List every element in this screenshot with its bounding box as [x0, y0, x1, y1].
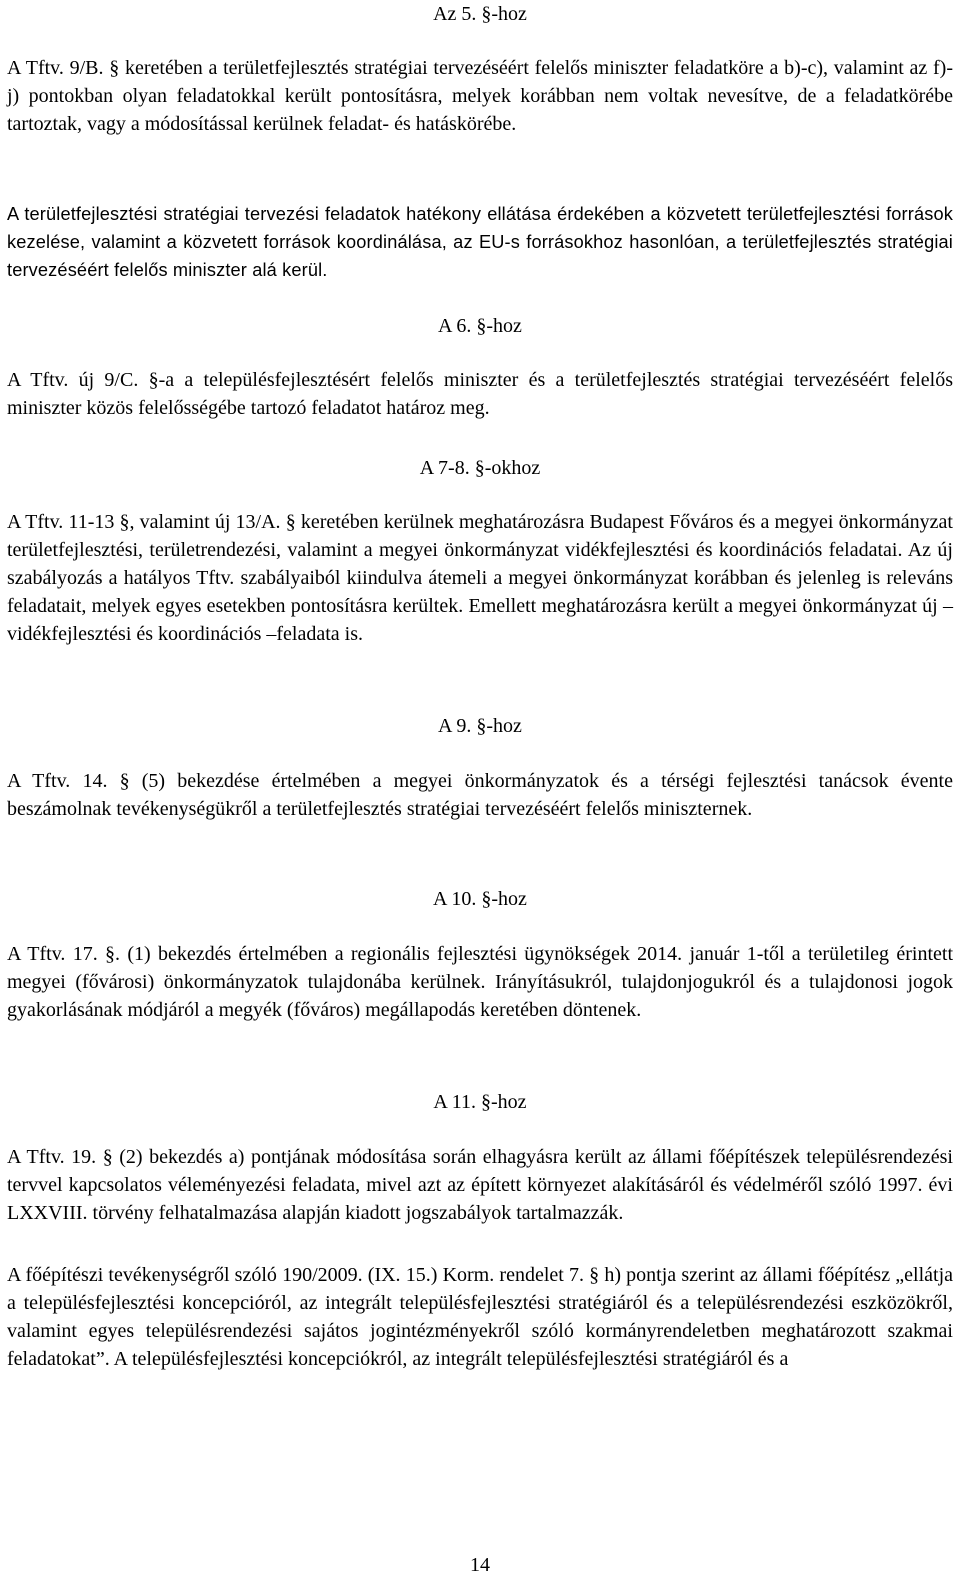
section-heading-10: A 10. §-hoz — [433, 888, 527, 910]
paragraph-tftv-11-13: A Tftv. 11-13 §, valamint új 13/A. § keretében kerülnek meghatározásra Budapest Főváros és a megyei önkormányzat területfejlesztési, területrendezési, valamint a megyei önkormányzat vidékfejlesztési és koordinációs feladatai. Az új szabályozás a hatályos Tftv. szabályaiból kiindulva átemeli a megyei önkormányzat korábban és jelenleg is releváns feladatait, melyek egyes esetekben pontosításra kerültek. Emellett meghatározásra került a megyei önkormányzat új – vidékfejlesztési és koordinációs –feladata is. — [7, 511, 953, 645]
paragraph-tftv-19: A Tftv. 19. § (2) bekezdés a) pontjának módosítása során elhagyásra került az állami főépítészek településrendezési tervvel kapcsolatos véleményezési feladata, mivel azt az épített környezet alakításáról és védelméről szóló 1997. évi LXXVIII. törvény felhatalmazása alapján kiadott jogszabályok tartalmazzák. — [7, 1146, 953, 1224]
section-heading-7-8: A 7-8. §-okhoz — [419, 457, 541, 479]
paragraph-tftv-14: A Tftv. 14. § (5) bekezdése értelmében a megyei önkormányzatok és a térségi fejlesztési tanácsok évente beszámolnak tevékenységükről a területfejlesztés stratégiai tervezéséért felelős miniszternek. — [7, 770, 953, 820]
section-heading-5: Az 5. §-hoz — [433, 3, 527, 25]
paragraph-tftv-9b: A Tftv. 9/B. § keretében a területfejlesztés stratégiai tervezéséért felelős miniszter feladatköre a b)-c), valamint az f)-j) pontokban olyan feladatokkal került pontosításra, melyek korábban nem voltak nevesítve, de a feladatkörébe tartoztak, vagy a módosítással kerülnek feladat- és hatáskörébe. — [7, 57, 953, 135]
paragraph-tftv-17: A Tftv. 17. §. (1) bekezdés értelmében a regionális fejlesztési ügynökségek 2014. január 1-től a területileg érintett megyei (fővárosi) önkormányzatok tulajdonába kerülnek. Irányításukról, tulajdonjogukról és a tulajdonosi jogok gyakorlásának módjáról a megyék (főváros) megállapodás keretében döntenek. — [7, 943, 953, 1021]
paragraph-foepiteszi-rendelet: A főépítészi tevékenységről szóló 190/2009. (IX. 15.) Korm. rendelet 7. § h) pontja szerint az állami főépítész „ellátja a településfejlesztési koncepcióról, az integrált településfejlesztési stratégiáról és a településrendezési eszközökről, valamint egyes településrendezési sajátos jogintézményekről szóló kormányrendeletben meghatározott szakmai feladatokat”. A településfejlesztési koncepciókról, az integrált településfejlesztési stratégiáról és a — [7, 1264, 953, 1370]
section-heading-11: A 11. §-hoz — [433, 1091, 527, 1113]
section-heading-9: A 9. §-hoz — [438, 715, 522, 737]
page-number: 14 — [470, 1554, 490, 1576]
paragraph-indirect-sources: A területfejlesztési stratégiai tervezési feladatok hatékony ellátása érdekében a közvetett területfejlesztési források kezelése, valamint a közvetett források koordinálása, az EU-s forrásokhoz hasonlóan, a területfejlesztés stratégiai tervezéséért felelős miniszter alá kerül. — [7, 204, 953, 280]
section-heading-6: A 6. §-hoz — [438, 315, 522, 337]
paragraph-tftv-9c: A Tftv. új 9/C. §-a a településfejlesztésért felelős miniszter és a területfejlesztés stratégiai tervezéséért felelős miniszter közös felelősségébe tartozó feladatot határoz meg. — [7, 369, 953, 419]
